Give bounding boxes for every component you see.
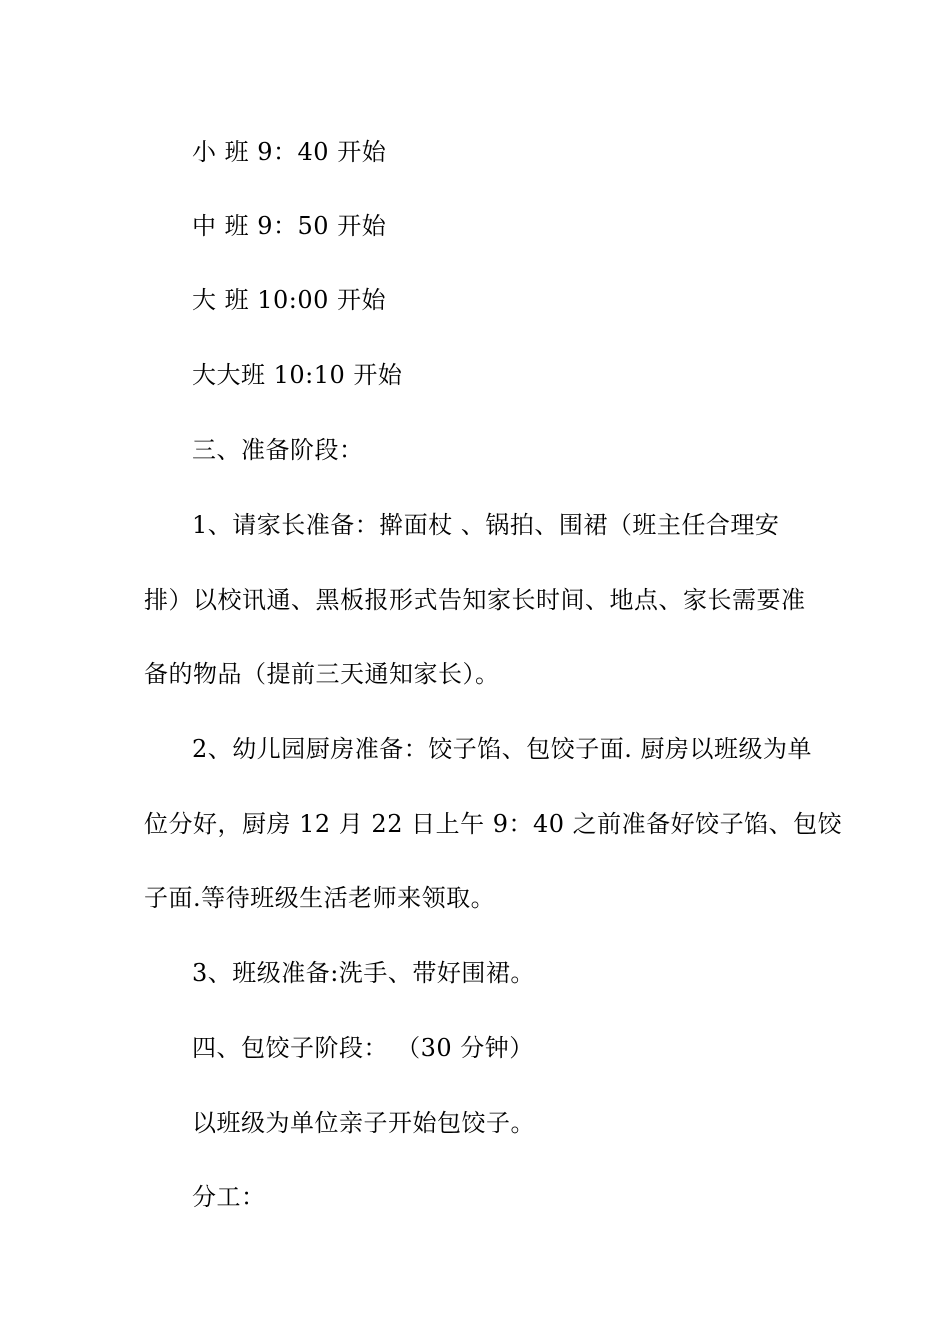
- paragraph-2-line-2: 位分好，厨房 12 月 22 日上午 9：40 之前准备好饺子馅、包饺: [144, 810, 843, 838]
- division-heading: 分工：: [192, 1183, 266, 1211]
- paragraph-3: 3、班级准备:洗手、带好围裙。: [192, 959, 535, 987]
- schedule-small-class: 小 班 9：40 开始: [192, 138, 387, 166]
- section-heading-preparation: 三、准备阶段：: [192, 436, 364, 464]
- schedule-large-class: 大 班 10:00 开始: [192, 286, 387, 314]
- paragraph-1-line-2: 排）以校讯通、黑板报形式告知家长时间、地点、家长需要准: [144, 586, 806, 614]
- schedule-senior-class: 大大班 10:10 开始: [192, 361, 403, 389]
- schedule-middle-class: 中 班 9：50 开始: [192, 212, 387, 240]
- section-heading-dumplings: 四、包饺子阶段： （30 分钟）: [192, 1034, 534, 1062]
- paragraph-4: 以班级为单位亲子开始包饺子。: [192, 1109, 535, 1137]
- paragraph-2-line-1: 2、幼儿园厨房准备：饺子馅、包饺子面. 厨房以班级为单: [192, 735, 813, 763]
- paragraph-2-line-3: 子面.等待班级生活老师来领取。: [144, 884, 496, 912]
- paragraph-1-line-3: 备的物品（提前三天通知家长）。: [144, 660, 500, 688]
- paragraph-1-line-1: 1、请家长准备：擀面杖 、锅拍、围裙（班主任合理安: [192, 511, 780, 539]
